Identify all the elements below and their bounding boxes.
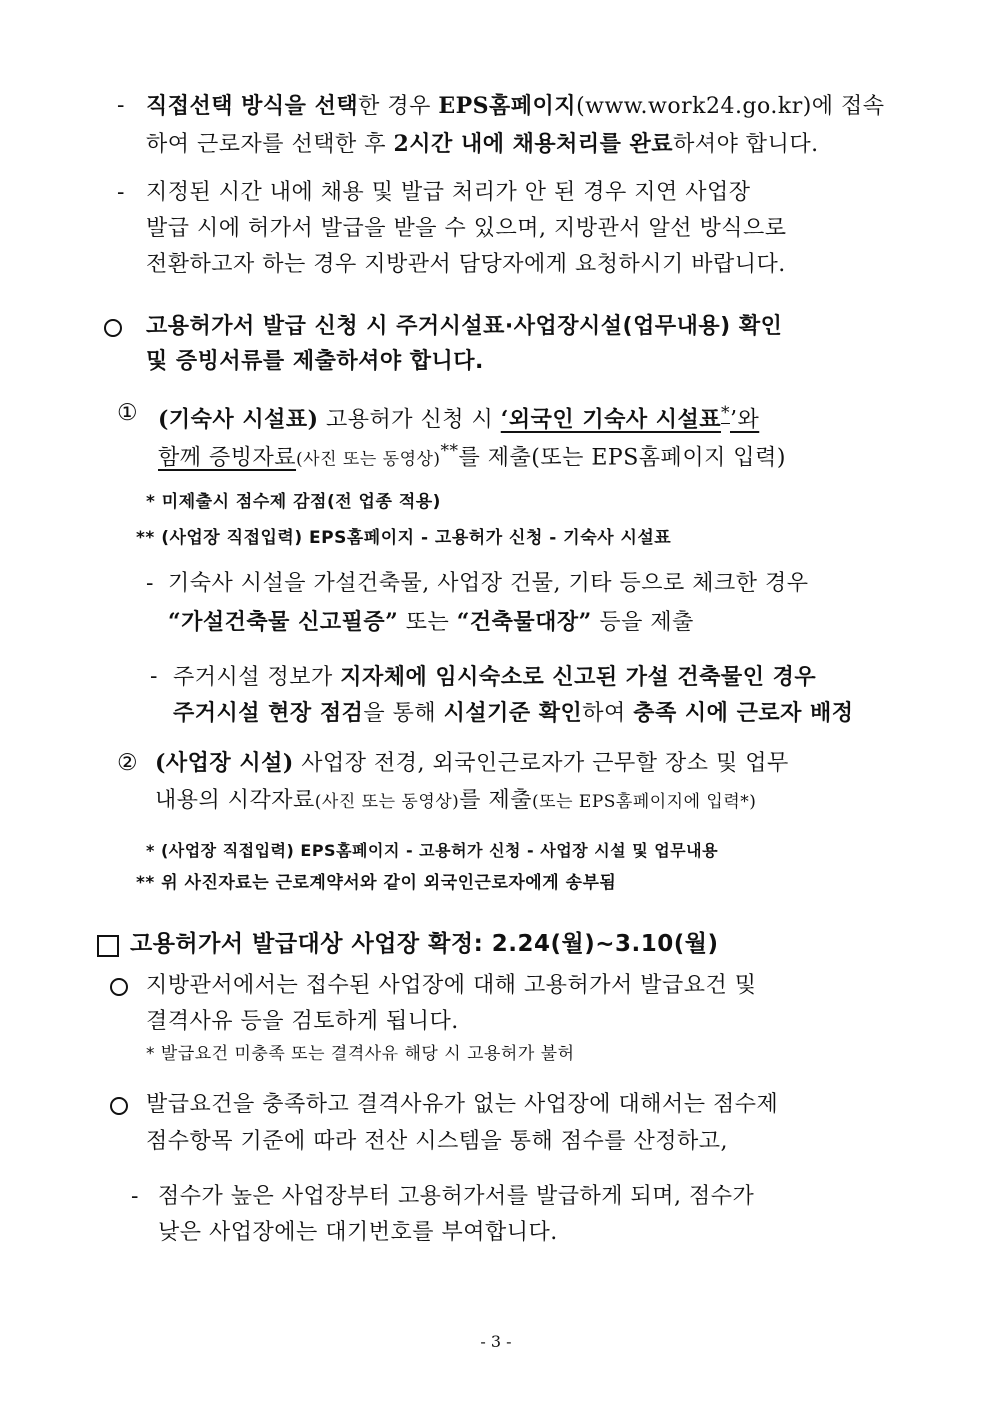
dash-bullet: -	[146, 571, 154, 596]
paragraph-line	[146, 91, 896, 122]
paragraph-line: 낮은 사업장에는 대기번호를 부여합니다.	[158, 1220, 558, 1245]
bold-text: 2시간 내에 채용처리를 완료	[393, 131, 674, 157]
small-text: (사진 또는 동영상)	[314, 792, 460, 812]
text: 를 제출(또는 EPS홈페이지 입력)	[458, 445, 786, 471]
superscript: *	[721, 403, 730, 423]
paragraph-line	[155, 786, 756, 817]
text: 를 제출	[459, 788, 533, 813]
text: 고용허가 신청 시	[318, 407, 501, 433]
paragraph-line	[158, 398, 759, 435]
circle-bullet-icon	[104, 319, 122, 337]
small-text: (사진 또는 동영상)	[296, 449, 441, 470]
dash-bullet: -	[131, 1184, 139, 1209]
paragraph-line	[155, 748, 789, 779]
small-text: (또는 EPS홈페이지에 입력*)	[532, 792, 757, 812]
dash-bullet: -	[117, 180, 125, 205]
text: 등을 제출	[591, 610, 694, 635]
bold-text: 직접선택 방식을 선택	[146, 93, 359, 119]
paragraph-line	[173, 662, 816, 693]
square-bullet-icon	[97, 935, 119, 957]
url-text: (www.work24.go.kr)에 접속	[576, 94, 885, 119]
bold-text: 시설기준 확인	[443, 700, 583, 726]
bold-text: EPS홈페이지	[438, 93, 577, 119]
bold-text: 지자체에 임시숙소로 신고된 가설 건축물인 경우	[340, 664, 817, 690]
footnote: * 미제출시 점수제 감점(전 업종 적용)	[146, 492, 441, 512]
bold-text: “건축물대장”	[456, 609, 592, 635]
text: 사업장 전경, 외국인근로자가 근무할 장소 및 업무	[293, 751, 789, 776]
text: 주거시설 정보가	[173, 665, 341, 690]
underlined-text: 함께 증빙자료	[158, 445, 297, 471]
paragraph-line	[173, 698, 854, 729]
footnote: * 발급요건 미충족 또는 결격사유 해당 시 고용허가 불허	[146, 1044, 575, 1064]
bold-text: (기숙사 시설표)	[158, 406, 319, 433]
paragraph-line: 점수항목 기준에 따라 전산 시스템을 통해 점수를 산정하고,	[146, 1129, 728, 1154]
text: 한 경우	[358, 94, 439, 119]
paragraph-line: 기숙사 시설을 가설건축물, 사업장 건물, 기타 등으로 체크한 경우	[168, 571, 809, 596]
dash-bullet: -	[117, 93, 125, 118]
bold-text: 주거시설 현장 점검	[173, 700, 364, 726]
footnote: * (사업장 직접입력) EPS홈페이지 - 고용허가 신청 - 사업장 시설 및 업무내용	[146, 841, 719, 860]
text: 내용의 시각자료	[155, 788, 315, 813]
dash-bullet: -	[150, 664, 158, 689]
bold-text: 충족 시에 근로자 배정	[633, 700, 854, 726]
text: 하셔야 합니다.	[673, 132, 819, 157]
footnote: ** 위 사진자료는 근로계약서와 같이 외국인근로자에게 송부됨	[136, 873, 617, 893]
section-title: 고용허가서 발급대상 사업장 확정: 2.24(월)~3.10(월)	[130, 931, 719, 957]
paragraph-line: 발급요건을 충족하고 결격사유가 없는 사업장에 대해서는 점수제	[146, 1092, 779, 1117]
bold-text: (사업장 시설)	[155, 750, 294, 776]
paragraph-line	[158, 436, 786, 474]
underlined-text: ’와	[730, 407, 760, 433]
section-heading: 및 증빙서류를 제출하셔야 합니다.	[146, 349, 484, 374]
paragraph-line: 점수가 높은 사업장부터 고용허가서를 발급하게 되며, 점수가	[158, 1184, 755, 1209]
text: 하여 근로자를 선택한 후	[146, 132, 394, 157]
text: 또는	[398, 610, 457, 635]
paragraph-line: 전환하고자 하는 경우 지방관서 담당자에게 요청하시기 바랍니다.	[146, 252, 786, 277]
paragraph-line	[146, 129, 819, 160]
paragraph-line: 결격사유 등을 검토하게 됩니다.	[146, 1009, 459, 1034]
paragraph-line: 지정된 시간 내에 채용 및 발급 처리가 안 된 경우 지연 사업장	[146, 180, 751, 205]
paragraph-line: 지방관서에서는 접수된 사업장에 대해 고용허가서 발급요건 및	[146, 973, 757, 998]
page-number: - 3 -	[480, 1332, 512, 1351]
number-mark: ②	[117, 750, 138, 776]
bold-text: “가설건축물 신고필증”	[168, 609, 399, 635]
text: 을 통해	[363, 701, 444, 726]
underlined-bold-text: ‘외국인 기숙사 시설표	[500, 406, 721, 433]
circle-bullet-icon	[110, 1097, 128, 1115]
number-mark: ①	[117, 400, 138, 426]
footnote: ** (사업장 직접입력) EPS홈페이지 - 고용허가 신청 - 기숙사 시설표	[136, 528, 672, 548]
paragraph-line	[168, 607, 694, 638]
paragraph-line: 발급 시에 허가서 발급을 받을 수 있으며, 지방관서 알선 방식으로	[146, 216, 787, 241]
text: 하여	[582, 701, 634, 726]
section-heading: 고용허가서 발급 신청 시 주거시설표·사업장시설(업무내용) 확인	[146, 314, 783, 339]
superscript: **	[440, 441, 459, 461]
circle-bullet-icon	[110, 978, 128, 996]
